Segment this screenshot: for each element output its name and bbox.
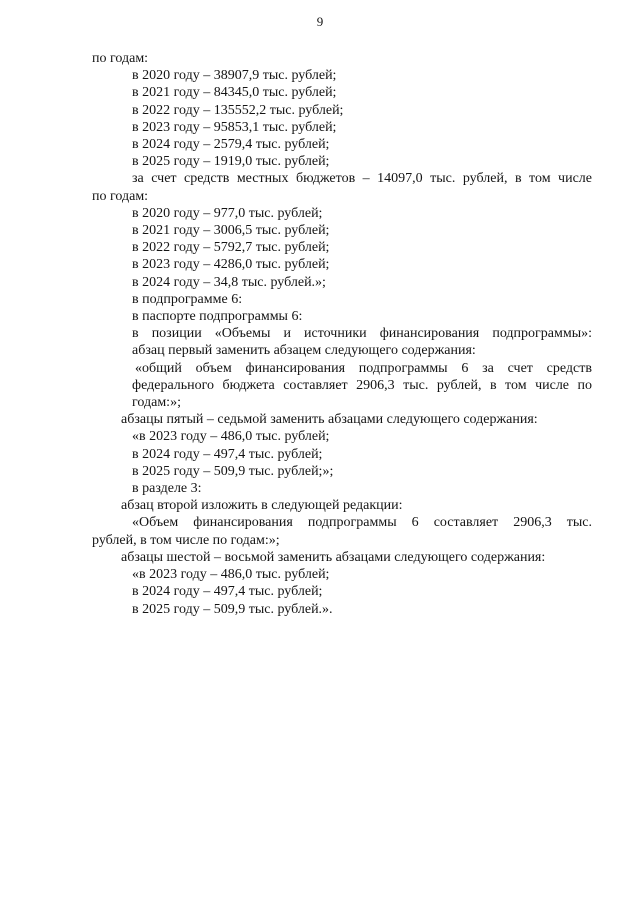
text-line: рублей, в том числе по годам:»; (92, 532, 280, 548)
text-line: в 2024 году – 497,4 тыс. рублей; (132, 446, 323, 462)
text-line: в 2023 году – 4286,0 тыс. рублей; (132, 257, 330, 273)
text-line: в 2020 году – 38907,9 тыс. рублей; (132, 68, 337, 84)
text-line: в разделе 3: (132, 481, 202, 497)
text-line: абзацы пятый – седьмой заменить абзацами следующего содержания: (121, 412, 538, 428)
text-line: «в 2023 году – 486,0 тыс. рублей; (132, 567, 330, 583)
text-line: в 2021 году – 84345,0 тыс. рублей; (132, 85, 337, 101)
text-line: за счет средств местных бюджетов – 14097,0 тыс. рублей, в том числе (132, 171, 592, 187)
text-line: по годам: (92, 188, 149, 204)
text-line: в 2025 году – 1919,0 тыс. рублей; (132, 154, 330, 170)
document-body (92, 50, 592, 618)
text-line: в паспорте подпрограммы 6: (132, 309, 303, 325)
text-line: годам:»; (132, 395, 181, 411)
text-line: «в 2023 году – 486,0 тыс. рублей; (132, 429, 330, 445)
text-line: абзац второй изложить в следующей редакции: (121, 498, 403, 514)
text-line: в позиции «Объемы и источники финансирования подпрограммы»: (132, 326, 592, 342)
page-number: 9 (316, 14, 324, 29)
text-line: в 2025 году – 509,9 тыс. рублей.». (132, 601, 333, 617)
text-line: федерального бюджета составляет 2906,3 тыс. рублей, в том числе по (132, 377, 592, 393)
text-line: в 2025 году – 509,9 тыс. рублей;»; (132, 463, 334, 479)
text-line: по годам: (92, 51, 149, 66)
text-line: в 2024 году – 497,4 тыс. рублей; (132, 584, 323, 600)
text-line: в 2024 году – 2579,4 тыс. рублей; (132, 137, 330, 153)
text-line: «Объем финансирования подпрограммы 6 составляет 2906,3 тыс. (132, 515, 592, 531)
text-line: абзацы шестой – восьмой заменить абзацами следующего содержания: (121, 549, 546, 565)
text-line: в подпрограмме 6: (132, 291, 243, 307)
text-line: в 2024 году – 34,8 тыс. рублей.»; (132, 274, 326, 290)
text-line: в 2020 году – 977,0 тыс. рублей; (132, 205, 323, 221)
text-line: абзац первый заменить абзацем следующего содержания: (132, 343, 476, 359)
text-line: в 2022 году – 5792,7 тыс. рублей; (132, 240, 330, 256)
text-line: «общий объем финансирования подпрограммы 6 за счет средств (135, 360, 592, 376)
text-line: в 2023 году – 95853,1 тыс. рублей; (132, 119, 337, 135)
text-line: в 2021 году – 3006,5 тыс. рублей; (132, 223, 330, 239)
text-line: в 2022 году – 135552,2 тыс. рублей; (132, 102, 344, 118)
